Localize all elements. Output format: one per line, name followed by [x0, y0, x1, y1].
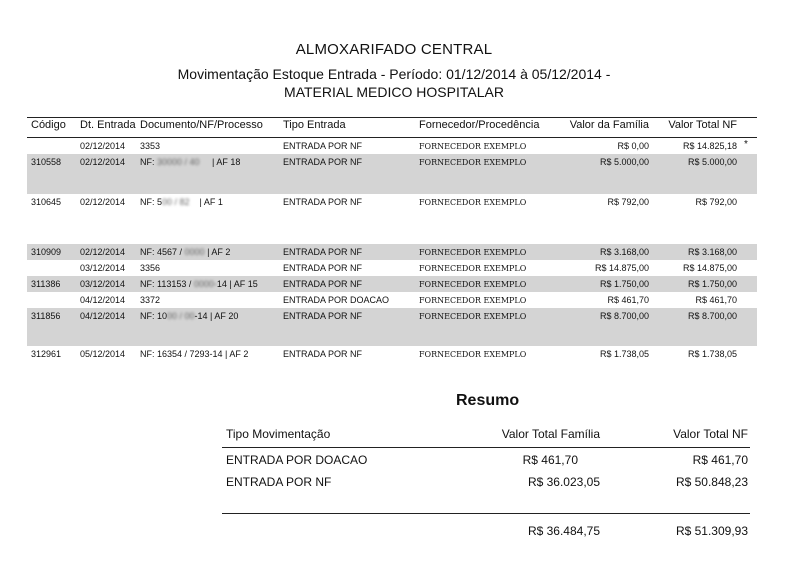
cell-data: 03/12/2014 — [80, 263, 126, 273]
report-category: MATERIAL MEDICO HOSPITALAR — [284, 84, 504, 100]
cell-documento — [140, 247, 230, 257]
resumo-cell-valor-nf: R$ 50.848,23 — [675, 475, 748, 489]
cell-valor-nf: R$ 14.825,18 — [682, 141, 737, 151]
table-header-top-rule — [27, 117, 757, 118]
cell-documento — [140, 197, 223, 207]
header-valor-nf: Valor Total NF — [668, 119, 737, 131]
cell-documento: 3372 — [140, 295, 161, 305]
doc-suffix: -14 | AF 20 — [194, 311, 239, 321]
table-row — [27, 244, 757, 260]
entries-table — [27, 138, 757, 364]
header-codigo: Código — [31, 119, 66, 131]
header-dt-entrada: Dt. Entrada — [80, 119, 136, 131]
cell-valor-familia: R$ 14.875,00 — [594, 263, 649, 273]
header-tipo-entrada: Tipo Entrada — [283, 119, 346, 131]
redacted-text: 00 / 00 — [167, 311, 195, 321]
resumo-total-rule — [222, 513, 750, 514]
doc-suffix: 14 | AF 15 — [216, 279, 258, 289]
cell-fornecedor: FORNECEDOR EXEMPLO — [419, 142, 527, 151]
resumo-header-rule — [222, 447, 750, 448]
header-fornecedor: Fornecedor/Procedência — [419, 119, 540, 131]
resumo-cell-valor-nf: R$ 461,70 — [692, 453, 748, 467]
cell-data: 05/12/2014 — [80, 349, 126, 359]
header-documento: Documento/NF/Processo — [140, 119, 263, 131]
cell-tipo: ENTRADA POR NF — [283, 141, 363, 151]
cell-data: 02/12/2014 — [80, 157, 126, 167]
cell-valor-familia: R$ 5.000,00 — [599, 157, 649, 167]
resumo-cell-tipo: ENTRADA POR DOACAO — [226, 453, 368, 467]
cell-data: 02/12/2014 — [80, 141, 126, 151]
cell-tipo: ENTRADA POR NF — [283, 247, 363, 257]
redacted-text: 0000- — [193, 279, 217, 289]
cell-fornecedor: FORNECEDOR EXEMPLO — [419, 158, 527, 167]
cell-valor-nf: R$ 5.000,00 — [687, 157, 737, 167]
cell-valor-familia: R$ 0,00 — [617, 141, 649, 151]
table-row — [27, 308, 757, 346]
cell-data: 02/12/2014 — [80, 247, 126, 257]
cell-codigo: 311386 — [31, 279, 61, 289]
header-valor-familia: Valor da Família — [569, 119, 649, 131]
cell-codigo: 310909 — [31, 247, 62, 257]
resumo-total-valor-nf: R$ 51.309,93 — [675, 524, 748, 538]
cell-fornecedor: FORNECEDOR EXEMPLO — [419, 312, 527, 321]
cell-fornecedor: FORNECEDOR EXEMPLO — [419, 198, 527, 207]
cell-valor-nf: R$ 14.875,00 — [682, 263, 737, 273]
table-row — [27, 276, 757, 292]
cell-codigo: 310645 — [31, 197, 62, 207]
cell-tipo: ENTRADA POR NF — [283, 311, 363, 321]
cell-documento — [140, 157, 240, 167]
cell-data: 04/12/2014 — [80, 311, 126, 321]
cell-data: 03/12/2014 — [80, 279, 126, 289]
cell-fornecedor: FORNECEDOR EXEMPLO — [419, 280, 527, 289]
doc-suffix: | AF 18 — [199, 157, 241, 167]
redacted-text: 0000 — [184, 247, 205, 257]
cell-documento — [140, 279, 258, 289]
cell-tipo: ENTRADA POR NF — [283, 197, 363, 207]
table-row — [27, 292, 757, 308]
table-header — [0, 119, 788, 137]
resumo-header-valor-familia: Valor Total Família — [501, 427, 600, 441]
cell-valor-familia: R$ 792,00 — [607, 197, 649, 207]
cell-valor-familia: R$ 1.750,00 — [599, 279, 649, 289]
cell-fornecedor: FORNECEDOR EXEMPLO — [419, 264, 527, 273]
redacted-text: 00 / 82 — [162, 197, 190, 207]
doc-suffix: | AF 2 — [204, 247, 231, 257]
cell-codigo: 310558 — [31, 157, 62, 167]
cell-data: 04/12/2014 — [80, 295, 126, 305]
report-title: ALMOXARIFADO CENTRAL — [295, 41, 493, 58]
cell-tipo: ENTRADA POR NF — [283, 263, 363, 273]
resumo-cell-valor-familia: R$ 36.023,05 — [527, 475, 600, 489]
cell-valor-familia: R$ 1.738,05 — [599, 349, 649, 359]
cell-tipo: ENTRADA POR NF — [283, 279, 363, 289]
cell-codigo: 312961 — [31, 349, 62, 359]
resumo-header-tipo: Tipo Movimentação — [226, 427, 331, 441]
table-row — [27, 138, 757, 154]
cell-valor-nf: R$ 461,70 — [695, 295, 737, 305]
cell-valor-nf: R$ 792,00 — [695, 197, 737, 207]
table-row — [27, 154, 757, 194]
cell-tipo: ENTRADA POR NF — [283, 157, 363, 167]
doc-prefix: NF: 4567 / — [140, 247, 185, 257]
cell-tipo: ENTRADA POR DOACAO — [283, 295, 390, 305]
cell-documento — [140, 311, 238, 321]
redacted-text: 30000 / 40 — [157, 157, 200, 167]
report-subtitle: Movimentação Estoque Entrada - Período: 01/12/2014 à 05/12/2014 - — [177, 66, 611, 82]
cell-documento: NF: 16354 / 7293-14 | AF 2 — [140, 349, 249, 359]
cell-valor-familia: R$ 3.168,00 — [599, 247, 649, 257]
asterisk-mark: * — [744, 139, 748, 150]
cell-fornecedor: FORNECEDOR EXEMPLO — [419, 248, 527, 257]
resumo-title: Resumo — [456, 392, 520, 409]
cell-valor-familia: R$ 8.700,00 — [599, 311, 649, 321]
doc-prefix: NF: — [140, 157, 157, 167]
resumo-cell-valor-familia: R$ 461,70 — [522, 453, 578, 467]
table-row — [27, 260, 757, 276]
resumo-header-valor-nf: Valor Total NF — [673, 427, 748, 441]
cell-fornecedor: FORNECEDOR EXEMPLO — [419, 296, 527, 305]
doc-prefix: NF: 113153 / — [140, 279, 194, 289]
resumo-cell-tipo: ENTRADA POR NF — [226, 475, 332, 489]
cell-fornecedor: FORNECEDOR EXEMPLO — [419, 350, 527, 359]
doc-suffix: | AF 1 — [189, 197, 223, 207]
cell-codigo: 311856 — [31, 311, 61, 321]
cell-tipo: ENTRADA POR NF — [283, 349, 363, 359]
cell-data: 02/12/2014 — [80, 197, 126, 207]
table-row — [27, 194, 757, 244]
doc-prefix: NF: 5 — [140, 197, 163, 207]
cell-valor-nf: R$ 3.168,00 — [687, 247, 737, 257]
cell-documento: 3353 — [140, 141, 161, 151]
table-row — [27, 346, 757, 364]
cell-documento: 3356 — [140, 263, 161, 273]
cell-valor-familia: R$ 461,70 — [607, 295, 649, 305]
resumo-total-valor-familia: R$ 36.484,75 — [527, 524, 600, 538]
cell-valor-nf: R$ 1.738,05 — [687, 349, 737, 359]
cell-valor-nf: R$ 8.700,00 — [687, 311, 737, 321]
cell-valor-nf: R$ 1.750,00 — [687, 279, 737, 289]
doc-prefix: NF: 10 — [140, 311, 168, 321]
